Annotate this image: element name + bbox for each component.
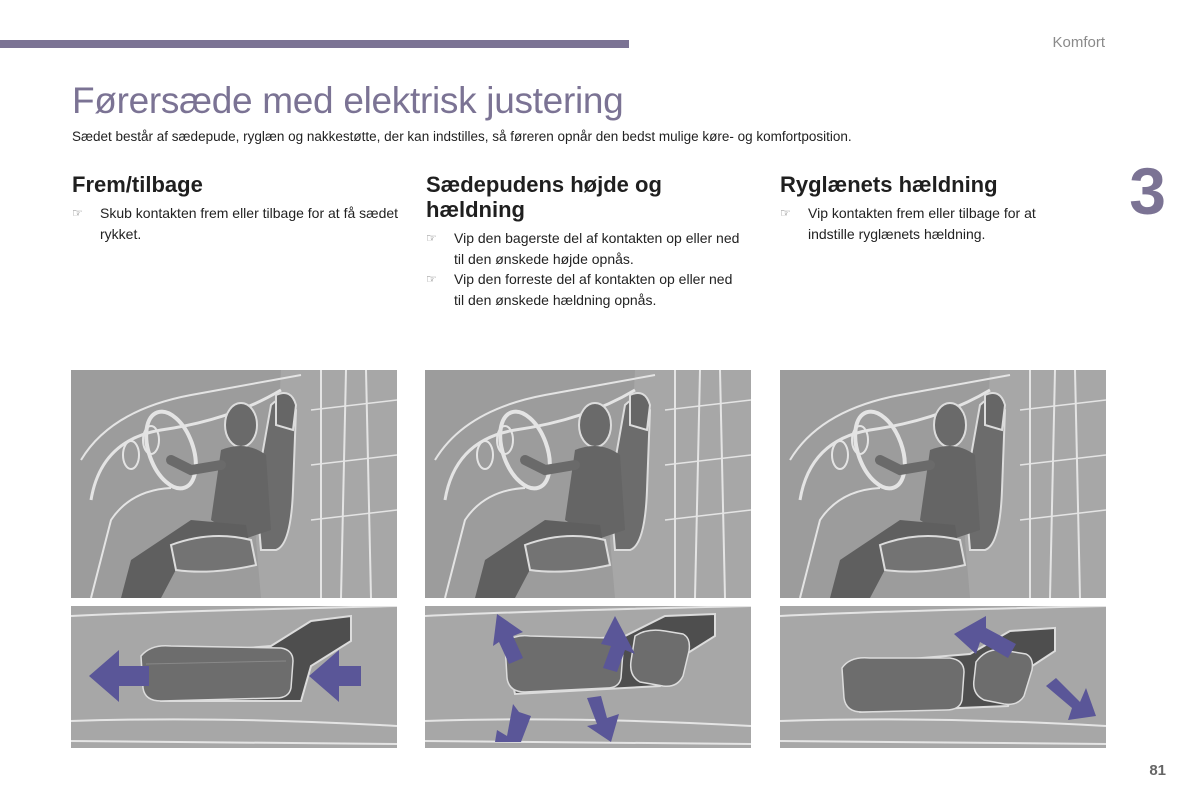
section-label: Komfort [1052,34,1105,51]
page-number: 81 [1149,762,1166,779]
driver-seat-illustration [780,370,1106,598]
bullet-list [72,203,402,244]
section-height-tilt [426,172,746,310]
pointing-hand-icon: ☞ [426,272,437,286]
chapter-number: 3 [1129,154,1166,228]
pointing-hand-icon: ☞ [426,231,437,245]
driver-seat-illustration [71,370,397,598]
section-heading: Frem/tilbage [72,172,203,197]
list-item-text: Skub kontakten frem eller tilbage for at få sædet rykket. [100,205,399,242]
bullet-list [426,228,746,310]
section-heading: Sædepudens højde og hældning [426,172,662,222]
list-item-text: Vip den bagerste del af kontakten op eller ned til den ønskede højde opnås. [454,230,740,267]
seat-switch-forward-back-illustration [71,606,397,748]
list-item [426,269,746,310]
driver-seat-illustration [425,370,751,598]
seat-switch-height-tilt-illustration [425,606,751,748]
list-item-text: Vip den forreste del af kontakten op eller ned til den ønskede hældning opnås. [454,271,733,308]
bullet-list [780,203,1080,244]
seat-switch-backrest-illustration [780,606,1106,748]
pointing-hand-icon: ☞ [780,206,791,220]
section-heading: Ryglænets hældning [780,172,998,197]
pointing-hand-icon: ☞ [72,206,83,220]
section-forward-back [72,172,402,244]
list-item [72,203,402,244]
section-backrest [780,172,1080,244]
list-item-text: Vip kontakten frem eller tilbage for at indstille ryglænets hældning. [808,205,1036,242]
list-item [426,228,746,269]
page-title: Førersæde med elektrisk justering [72,80,624,121]
intro-text: Sædet består af sædepude, ryglæn og nakkestøtte, der kan indstilles, så føreren opnår den bedst mulige køre- og komfortposition. [72,129,852,144]
header-rule [0,40,629,48]
list-item [780,203,1080,244]
